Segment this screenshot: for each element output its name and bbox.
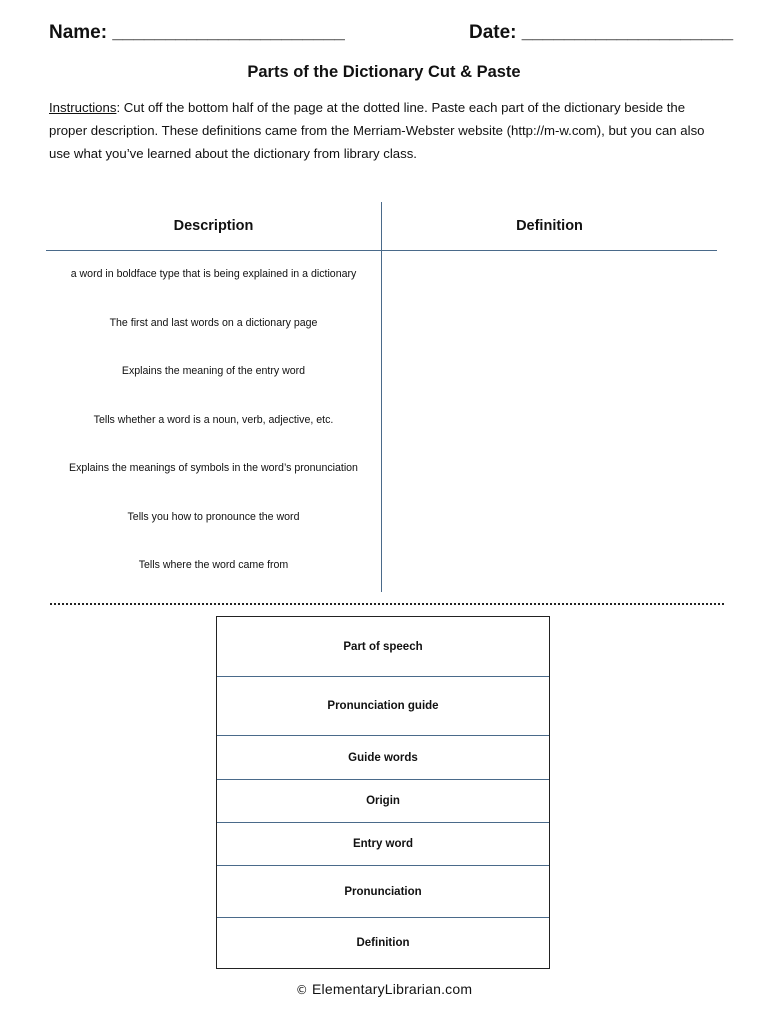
instructions-body: : Cut off the bottom half of the page at the dotted line. Paste each part of the dictionary beside the proper description. These definitions came from the Merriam-Webster website (http://m-w.com), but you can also use what you’ve learned about the dictionary from library class.	[49, 100, 705, 161]
description-cell: Tells you how to pronounce the word	[127, 511, 300, 523]
cutout-box	[216, 616, 550, 969]
instructions-lead: Instructions	[49, 100, 117, 115]
description-cell: Tells whether a word is a noun, verb, adjective, etc.	[93, 414, 334, 426]
description-column-header: Description	[173, 218, 254, 234]
cutout-label: Origin	[217, 779, 549, 822]
cutout-label: Guide words	[217, 735, 549, 779]
date-field-label: Date: ____________________	[469, 22, 734, 43]
footer-site: ElementaryLibrarian.com	[311, 981, 473, 997]
description-cell: Explains the meaning of the entry word	[121, 365, 306, 377]
description-cell: Explains the meanings of symbols in the word’s pronunciation	[69, 462, 358, 474]
page-title: Parts of the Dictionary Cut & Paste	[247, 63, 521, 81]
name-field-label: Name: ______________________	[49, 22, 345, 43]
footer-credit	[0, 981, 768, 997]
cutout-label: Pronunciation	[217, 865, 549, 917]
cut-line	[50, 603, 724, 605]
definition-column-header: Definition	[516, 218, 583, 234]
cutout-label: Part of speech	[343, 640, 423, 653]
description-cell: a word in boldface type that is being explained in a dictionary	[70, 268, 357, 280]
cutout-label: Pronunciation guide	[217, 676, 549, 735]
cutout-label: Definition	[217, 917, 549, 968]
instructions	[49, 96, 719, 165]
description-cell: The first and last words on a dictionary page	[109, 317, 318, 329]
table-column-divider	[381, 202, 382, 592]
copyright-symbol: ©	[295, 983, 308, 997]
cutout-label: Entry word	[217, 822, 549, 865]
description-cell: Tells where the word came from	[138, 559, 289, 571]
